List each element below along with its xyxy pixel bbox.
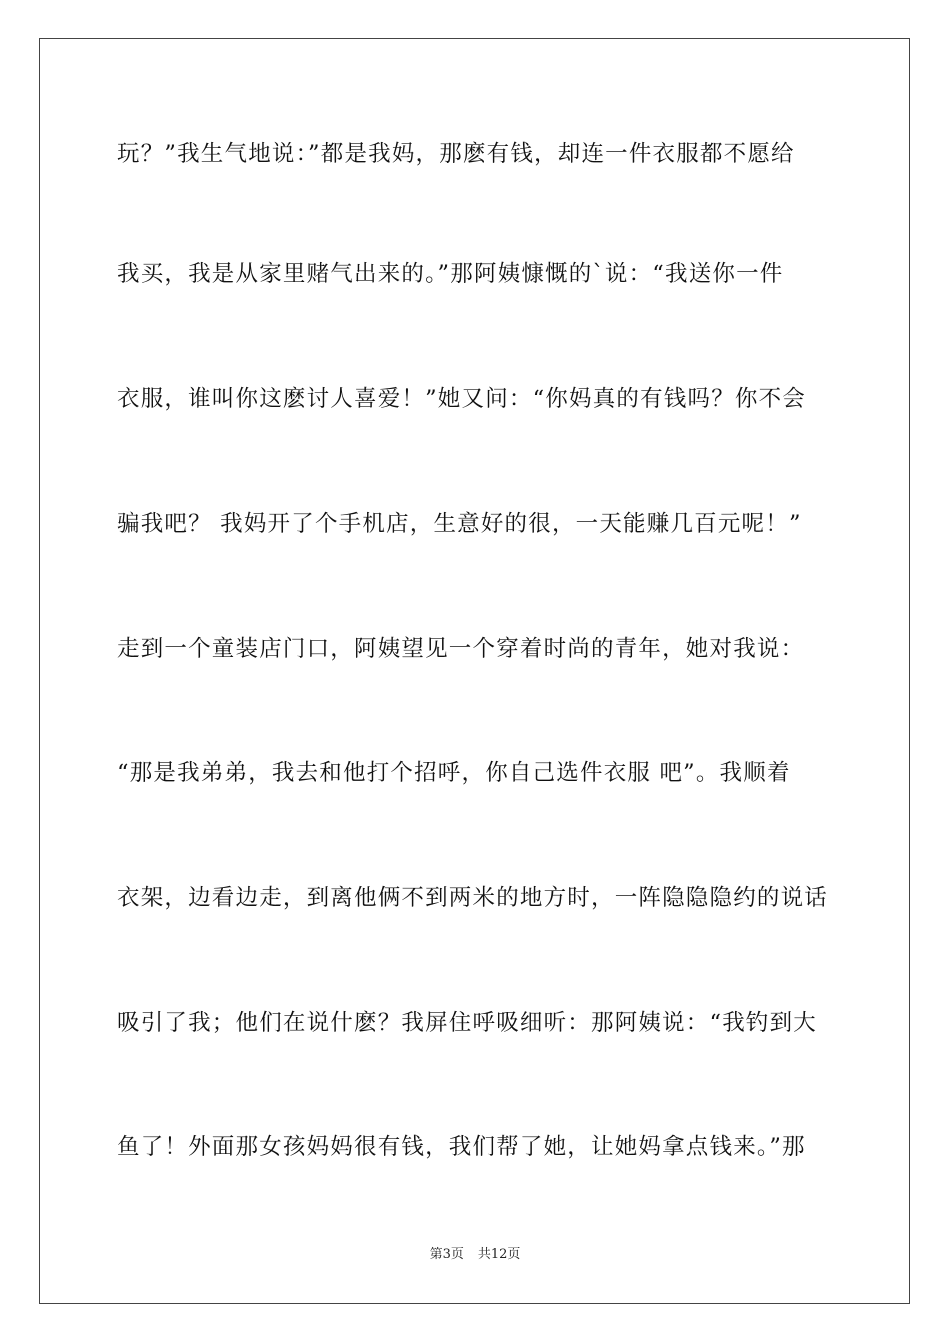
body-text-line: “那是我弟弟，我去和他打个招呼，你自己选件衣服 吧”。我顺着 — [117, 760, 791, 786]
body-text-line: 走到一个童装店门口，阿姨望见一个穿着时尚的青年，她对我说： — [117, 636, 805, 662]
body-text-line: 鱼了！外面那女孩妈妈很有钱，我们帮了她，让她妈拿点钱来。”那 — [117, 1134, 806, 1160]
page-border — [39, 38, 910, 1304]
body-text-line: 骗我吧？ 我妈开了个手机店，生意好的很，一天能赚几百元呢！” — [117, 511, 802, 537]
body-text-line: 衣架，边看边走，到离他俩不到两米的地方时，一阵隐隐隐约的说话 — [117, 885, 829, 911]
page-number: 第3页 — [429, 1247, 464, 1262]
body-text-line: 吸引了我；他们在说什麽？我屏住呼吸细听：那阿姨说：“我钓到大 — [117, 1010, 818, 1036]
page-total: 共12页 — [477, 1247, 521, 1262]
body-text-line: 玩？”我生气地说：”都是我妈，那麽有钱，却连一件衣服都不愿给 — [117, 141, 795, 167]
body-text-line: 我买，我是从家里赌气出来的。”那阿姨慷慨的`说：“我送你一件 — [117, 261, 784, 287]
page-footer — [0, 1247, 950, 1263]
body-text-line: 衣服，谁叫你这麽讨人喜爱！”她又问：“你妈真的有钱吗？你不会 — [117, 386, 807, 412]
